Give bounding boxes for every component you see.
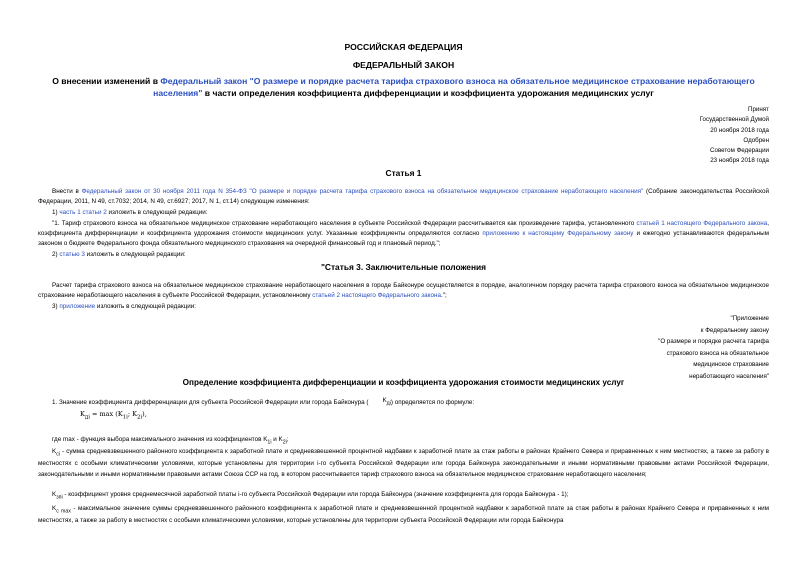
appendix-edit-link[interactable]: приложение	[59, 303, 96, 310]
formula-lhs: K	[80, 410, 85, 418]
appendix-line-2: к Федеральному закону	[700, 326, 769, 334]
approved-label: Одобрен	[743, 136, 769, 144]
title-text-end: в части определения коэффициента дифференциации и коэффициента удорожания медицинских услуг	[202, 88, 654, 98]
quote-1-text-a: "1. Тариф страхового взноса на обязательное медицинское страхование неработающего населения в субъекте Российской Федерации рассчитывается как произведение тарифа, установленного	[52, 220, 637, 227]
appendix-line-3: "О размере и порядке расчета тарифа	[658, 338, 769, 345]
appendix-label: "Приложение	[730, 315, 769, 322]
ksum-symbol: K	[52, 448, 57, 455]
title-law-link[interactable]: Федеральный закон "О размере и порядке расчета тарифа страхового взноса на обязательное медицинское страхование неработающего населения"	[153, 76, 755, 98]
quote-1-text-c: и ежегодно устанавливаются федеральным законом о бюджете Федерального фонда обязательного медицинского страхования на очередной финансовый год и плановый период.";	[38, 230, 769, 248]
k2-symbol: K	[278, 436, 283, 443]
item-1	[38, 208, 769, 218]
article-3-text-a: Расчет тарифа страхового взноса на обязательное медицинское страхование неработающего населения в городе Байконуре осуществляется в порядке, аналогичном порядку расчета тарифа страхового взноса на обязательное медицинское страхование неработающего населения в субъекте Российской Федерации, установленному	[38, 282, 769, 300]
ksum-definition: - сумма средневзвешенного районного коэффициента к заработной плате и средневзвешенной процентной надбавки к заработной плате за стаж работы в районах Крайнего Севера и приравненных к ним местностях, а также за работу в местностях с особыми климатическими условиями, которые установлены для территории i-го субъекта Российской Федерации или города Байконура законодательными и иными нормативными правовыми актами Российской Федерации, законодательными и иными нормативными правовыми актами Союза ССР на год, в котором рассчитывается тариф страхового взноса на обязательное медицинское страхование неработающего населения;	[38, 448, 769, 478]
k1-symbol: K	[263, 436, 268, 443]
appendix-line-4: страхового взноса на обязательное	[666, 349, 769, 357]
adoption-info	[569, 105, 769, 167]
formula-arg2-subscript: 2i	[137, 414, 143, 421]
formula-arg1: K	[117, 410, 123, 418]
intro-text: Внести в	[52, 188, 82, 195]
item-2-text: изложить в следующей редакции:	[84, 251, 186, 258]
item-3-text: изложить в следующей редакции:	[95, 303, 196, 310]
article3-link[interactable]: статью 3	[59, 251, 85, 258]
formula-kd-inline	[368, 396, 390, 408]
approved-date: 23 ноября 2018 года	[710, 157, 769, 165]
title-text-start: О внесении изменений в	[52, 76, 161, 86]
kmax-subscript: с max	[56, 508, 71, 515]
formula-arg1-subscript: 1i	[122, 414, 128, 421]
appendix-line-5: медицинское страхование	[693, 361, 769, 368]
appendix-header	[529, 313, 769, 382]
item-2-number: 2)	[52, 251, 60, 258]
paragraph-1	[38, 396, 769, 408]
k2-subscript: 2i	[282, 439, 287, 446]
kd-subscript: дi	[386, 400, 391, 407]
max-symbol: max	[62, 436, 75, 443]
item-3	[38, 302, 769, 312]
kmax-symbol: K	[52, 505, 57, 512]
definition-kmax	[38, 504, 769, 527]
formula-max: max	[99, 410, 114, 418]
article2-link[interactable]: статьей 2 настоящего Федерального закона	[312, 292, 441, 300]
formula-lhs-subscript: дi	[84, 414, 90, 421]
kmax-definition: - максимальное значение суммы средневзвешенного районного коэффициента к заработной плате и средневзвешенной процентной надбавки к заработной плате за стаж работы в районах Крайнего Севера и приравненных к ним местностях, а также за работу в местностях с особыми климатическими условиями, которые установлены для территории субъекта Российской Федерации или города Байконура	[38, 505, 769, 525]
law-title	[30, 75, 777, 99]
item-1-text: изложить в следующей редакции:	[106, 209, 208, 216]
item-1-number: 1)	[52, 209, 60, 216]
paragraph-1-text-a: 1. Значение коэффициента дифференциации для субъекта Российской Федерации или города Байконура (	[52, 398, 369, 406]
kzp-symbol: K	[52, 491, 57, 498]
kd-symbol: K	[382, 397, 387, 404]
definition-kzp	[38, 490, 769, 502]
kzp-subscript: зпi	[56, 494, 63, 501]
intro-text-end: (Собрание законодательства Российской Федерации, 2011, N 49, ст.7032; 2014, N 49, ст.6927; 2017, N 1, ст.14) следующие изменения:	[38, 188, 769, 206]
adopted-date: 20 ноября 2018 года	[710, 126, 769, 134]
k1-subscript: 1i	[267, 439, 272, 446]
appendix-link[interactable]: приложению к настоящему Федеральному закону	[482, 230, 634, 238]
article-3-text	[38, 281, 769, 301]
where-text-b: - функция выбора максимального значения из коэффициентов	[74, 436, 264, 443]
appendix-line-6: неработающего населения"	[689, 372, 769, 380]
section-heading: Определение коэффициента дифференциации и коэффициента удорожания стоимости медицинских услуг	[182, 378, 625, 387]
country-heading: РОССИЙСКАЯ ФЕДЕРАЦИЯ	[344, 42, 463, 52]
adopted-label: Принят	[748, 106, 769, 113]
article-3-heading: "Статья 3. Заключительные положения	[320, 262, 487, 272]
item-3-number: 3)	[52, 303, 60, 310]
article-1-heading: Статья 1	[385, 168, 422, 178]
article1-link[interactable]: статьей 1 настоящего Федерального закона	[636, 220, 768, 227]
adopted-by: Государственной Думой	[699, 116, 769, 124]
definition-ksum	[38, 447, 769, 480]
kzp-definition: - коэффициент уровня среднемесячной заработной платы i-го субъекта Российской Федерации или города Байконура (значение коэффициента для города Байконура - 1);	[62, 491, 569, 498]
approved-by: Советом Федерации	[710, 147, 769, 155]
formula-equals: =	[89, 410, 100, 418]
formula-arg2: K	[132, 410, 137, 418]
item-2	[38, 250, 769, 260]
main-formula: $K_{дi} = \max (K_{1i}$; $K_{2i}$),	[80, 410, 147, 421]
law-type-heading: ФЕДЕРАЛЬНЫЙ ЗАКОН	[352, 60, 455, 70]
article-1-intro	[38, 187, 769, 207]
where-text: где	[52, 436, 63, 443]
ksum-subscript: сi	[56, 451, 60, 458]
where-end: ;	[286, 436, 289, 443]
quote-1-text-b: , коэффициента дифференциации и коэффициента удорожания стоимости медицинских услуг. Указанные коэффициенты определяются согласно	[38, 220, 769, 238]
law-354-link[interactable]: Федеральный закон от 30 ноября 2011 года N 354-ФЗ "О размере и порядке расчета тарифа страхового взноса на обязательное медицинское страхование неработающего населения"	[81, 188, 644, 195]
where-and: и	[271, 436, 279, 443]
where-line	[52, 435, 769, 447]
paragraph-1-text-b: ) определяется по формуле:	[390, 398, 475, 406]
part1-article2-link[interactable]: часть 1 статьи 2	[59, 209, 107, 216]
quote-1	[38, 219, 769, 250]
article-3-text-b: .";	[440, 292, 447, 300]
